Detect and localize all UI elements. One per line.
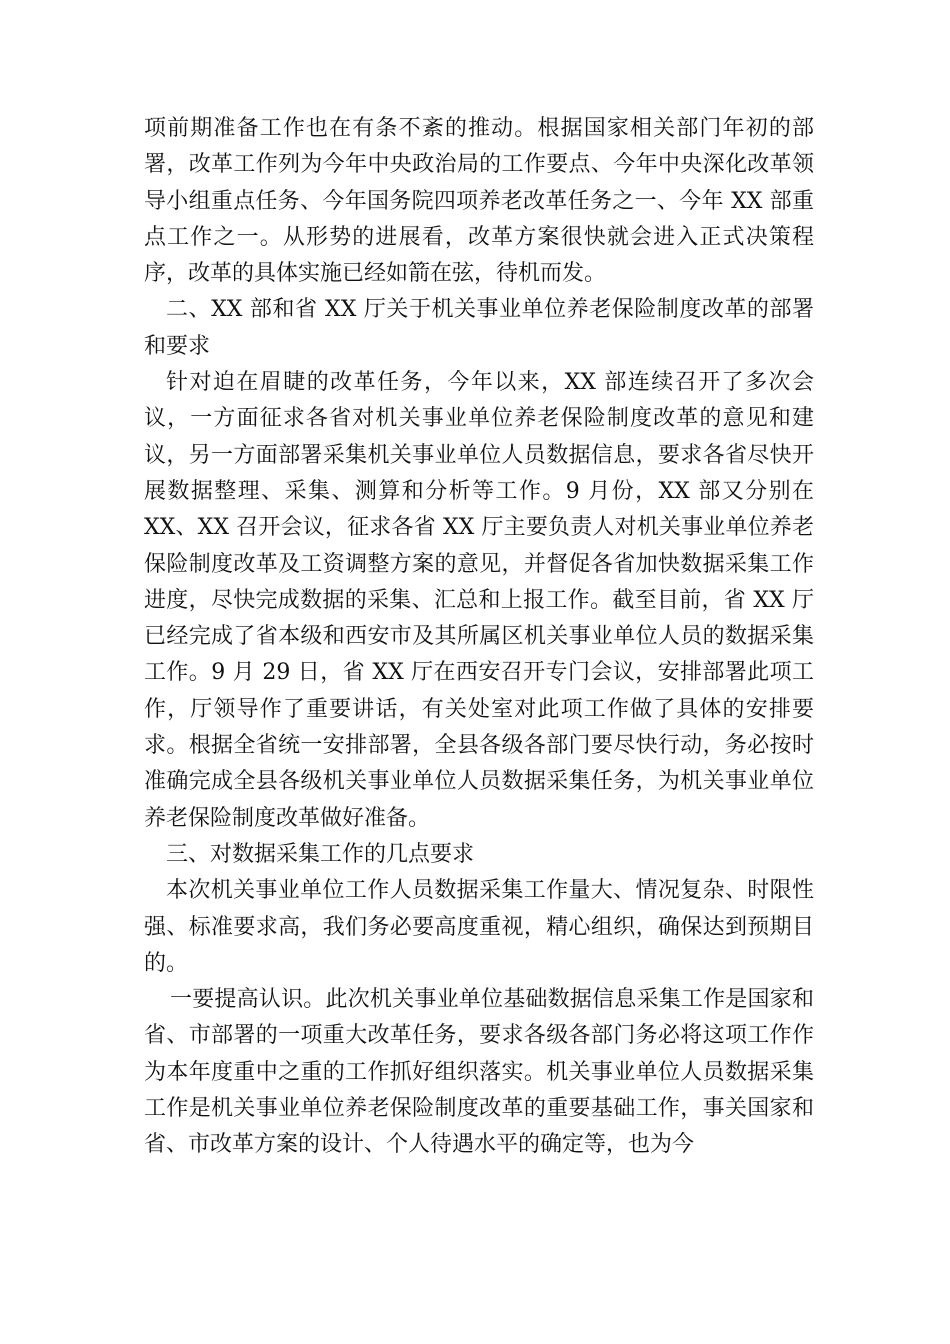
section-heading-two: 二、XX 部和省 XX 厅关于机关事业单位养老保险制度改革的部署和要求 bbox=[144, 297, 814, 359]
paragraph-requirements-intro: 本次机关事业单位工作人员数据采集工作量大、情况复杂、时限性强、标准要求高，我们务必要高度重视，精心组织，确保达到预期目的。 bbox=[144, 878, 814, 976]
document-body bbox=[144, 111, 814, 1164]
paragraph-continuation: 项前期准备工作也在有条不紊的推动。根据国家相关部门年初的部署，改革工作列为今年中央政治局的工作要点、今年中央深化改革领导小组重点任务、今年国务院四项养老改革任务之一、今年 XX 部重点工作之一。从形势的进展看，改革方案很快就会进入正式决策程序，改革的具体实施已经如箭在弦，待机而发。 bbox=[144, 116, 814, 287]
paragraph-deployment: 针对迫在眉睫的改革任务，今年以来，XX 部连续召开了多次会议，一方面征求各省对机关事业单位养老保险制度改革的意见和建议，另一方面部署采集机关事业单位人员数据信息，要求各省尽快开展数据整理、采集、测算和分析等工作。9 月份，XX 部又分别在 XX、XX 召开会议，征求各省 XX 厅主要负责人对机关事业单位养老保险制度改革及工资调整方案的意见，并督促各省加快数据采集工作进度，尽快完成数据的采集、汇总和上报工作。截至目前，省 XX 厅已经完成了省本级和西安市及其所属区机关事业单位人员的数据采集工作。9 月 29 日，省 XX 厅在西安召开专门会议，安排部署此项工作，厅领导作了重要讲话，有关处室对此项工作做了具体的安排要求。根据全省统一安排部署，全县各级各部门要尽快行动，务必按时准确完成全县各级机关事业单位人员数据采集任务，为机关事业单位养老保险制度改革做好准备。 bbox=[144, 370, 814, 831]
paragraph-requirement-one: 一要提高认识。此次机关事业单位基础数据信息采集工作是国家和省、市部署的一项重大改革任务，要求各级各部门务必将这项工作作为本年度重中之重的工作抓好组织落实。机关事业单位人员数据采集工作是机关事业单位养老保险制度改革的重要基础工作，事关国家和省、市改革方案的设计、个人待遇水平的确定等，也为今 bbox=[144, 987, 814, 1158]
section-heading-three: 三、对数据采集工作的几点要求 bbox=[166, 841, 475, 867]
